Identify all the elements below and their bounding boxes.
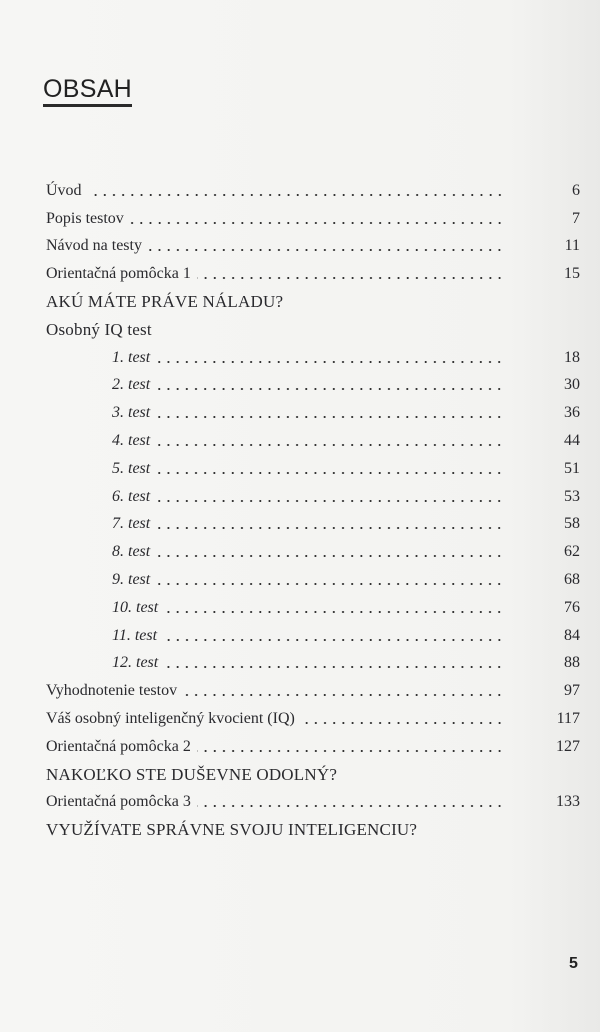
toc-entry-label: 8. test xyxy=(112,543,151,561)
dot-leader xyxy=(156,553,504,559)
toc-entry xyxy=(46,483,580,511)
toc-entry-label: Popis testov xyxy=(46,209,124,227)
toc-entry-page: 58 xyxy=(564,515,580,533)
dot-leader xyxy=(197,748,504,754)
dot-leader xyxy=(156,414,504,420)
dot-leader xyxy=(156,470,504,476)
dot-leader xyxy=(156,581,504,587)
toc-entry-label: 6. test xyxy=(112,487,151,505)
dot-leader xyxy=(130,220,504,226)
dot-leader xyxy=(164,664,504,670)
toc-entry-page: 30 xyxy=(564,376,580,394)
toc-entry-label: Vyhodnotenie testov xyxy=(46,682,178,700)
toc-entry-page: 62 xyxy=(564,543,580,561)
toc-entry-label: NAKOĽKO STE DUŠEVNE ODOLNÝ? xyxy=(46,764,338,784)
toc-entry xyxy=(46,511,580,539)
toc-entry-page: 6 xyxy=(572,181,580,199)
dot-leader xyxy=(156,498,504,504)
toc-entry-label: 3. test xyxy=(112,404,151,422)
toc-entry-page: 117 xyxy=(556,710,580,728)
toc-entry-page: 97 xyxy=(564,682,580,700)
toc-entry xyxy=(46,399,580,427)
toc-entry xyxy=(46,177,580,205)
toc-entry xyxy=(46,260,580,288)
toc-entry xyxy=(46,650,580,678)
toc-entry-page: 127 xyxy=(556,737,580,755)
dot-leader xyxy=(301,720,504,726)
toc-entry-page: 51 xyxy=(564,459,580,477)
toc-entry-label: Orientačná pomôcka 3 xyxy=(46,793,191,811)
table-of-contents xyxy=(46,177,580,844)
toc-entry-label: 5. test xyxy=(112,459,151,477)
toc-entry-label: 11. test xyxy=(112,626,158,644)
dot-leader xyxy=(197,803,504,809)
toc-entry xyxy=(46,789,580,817)
toc-entry xyxy=(46,705,580,733)
toc-entry-label: 2. test xyxy=(112,376,151,394)
toc-entry-label: 12. test xyxy=(112,654,159,672)
toc-entry-page: 36 xyxy=(564,404,580,422)
toc-entry-label: 9. test xyxy=(112,571,151,589)
page-title: OBSAH xyxy=(43,76,132,107)
toc-section-heading xyxy=(46,816,580,844)
toc-entry xyxy=(46,455,580,483)
toc-entry-label: VYUŽÍVATE SPRÁVNE SVOJU INTELIGENCIU? xyxy=(46,820,418,840)
dot-leader xyxy=(163,637,504,643)
toc-entry-label: Osobný IQ test xyxy=(46,319,152,339)
toc-entry-page: 88 xyxy=(564,654,580,672)
toc-section-heading xyxy=(46,316,580,344)
toc-entry-label: Orientačná pomôcka 2 xyxy=(46,737,191,755)
toc-entry-page: 76 xyxy=(564,598,580,616)
dot-leader xyxy=(164,609,504,615)
toc-entry xyxy=(46,622,580,650)
toc-entry xyxy=(46,233,580,261)
dot-leader xyxy=(148,247,504,253)
toc-section-heading xyxy=(46,288,580,316)
toc-entry-page: 53 xyxy=(564,487,580,505)
toc-entry xyxy=(46,566,580,594)
toc-entry-page: 84 xyxy=(564,626,580,644)
toc-entry xyxy=(46,594,580,622)
dot-leader xyxy=(156,442,504,448)
toc-entry-page: 7 xyxy=(572,209,580,227)
page-number: 5 xyxy=(569,955,578,972)
toc-entry-page: 133 xyxy=(556,793,580,811)
toc-entry-label: Orientačná pomôcka 1 xyxy=(46,265,191,283)
toc-entry xyxy=(46,427,580,455)
toc-entry-label: 10. test xyxy=(112,598,159,616)
toc-entry xyxy=(46,372,580,400)
toc-entry-page: 15 xyxy=(564,265,580,283)
dot-leader xyxy=(183,692,504,698)
toc-entry-label: 1. test xyxy=(112,348,151,366)
toc-entry-label: Váš osobný inteligenčný kvocient (IQ) xyxy=(46,710,295,728)
toc-entry xyxy=(46,677,580,705)
toc-entry-page: 18 xyxy=(564,348,580,366)
dot-leader xyxy=(197,275,504,281)
toc-entry xyxy=(46,344,580,372)
toc-entry-label: Návod na testy xyxy=(46,237,142,255)
dot-leader xyxy=(156,525,504,531)
dot-leader xyxy=(88,192,504,198)
toc-section-heading xyxy=(46,761,580,789)
toc-entry-label: AKÚ MÁTE PRÁVE NÁLADU? xyxy=(46,292,284,312)
toc-entry xyxy=(46,538,580,566)
toc-entry-label: Úvod xyxy=(46,181,82,199)
toc-entry-page: 68 xyxy=(564,571,580,589)
toc-entry xyxy=(46,205,580,233)
dot-leader xyxy=(156,359,504,365)
toc-entry xyxy=(46,733,580,761)
toc-entry-label: 7. test xyxy=(112,515,151,533)
toc-entry-page: 11 xyxy=(564,237,580,255)
dot-leader xyxy=(156,386,504,392)
toc-entry-page: 44 xyxy=(564,432,580,450)
toc-entry-label: 4. test xyxy=(112,432,151,450)
